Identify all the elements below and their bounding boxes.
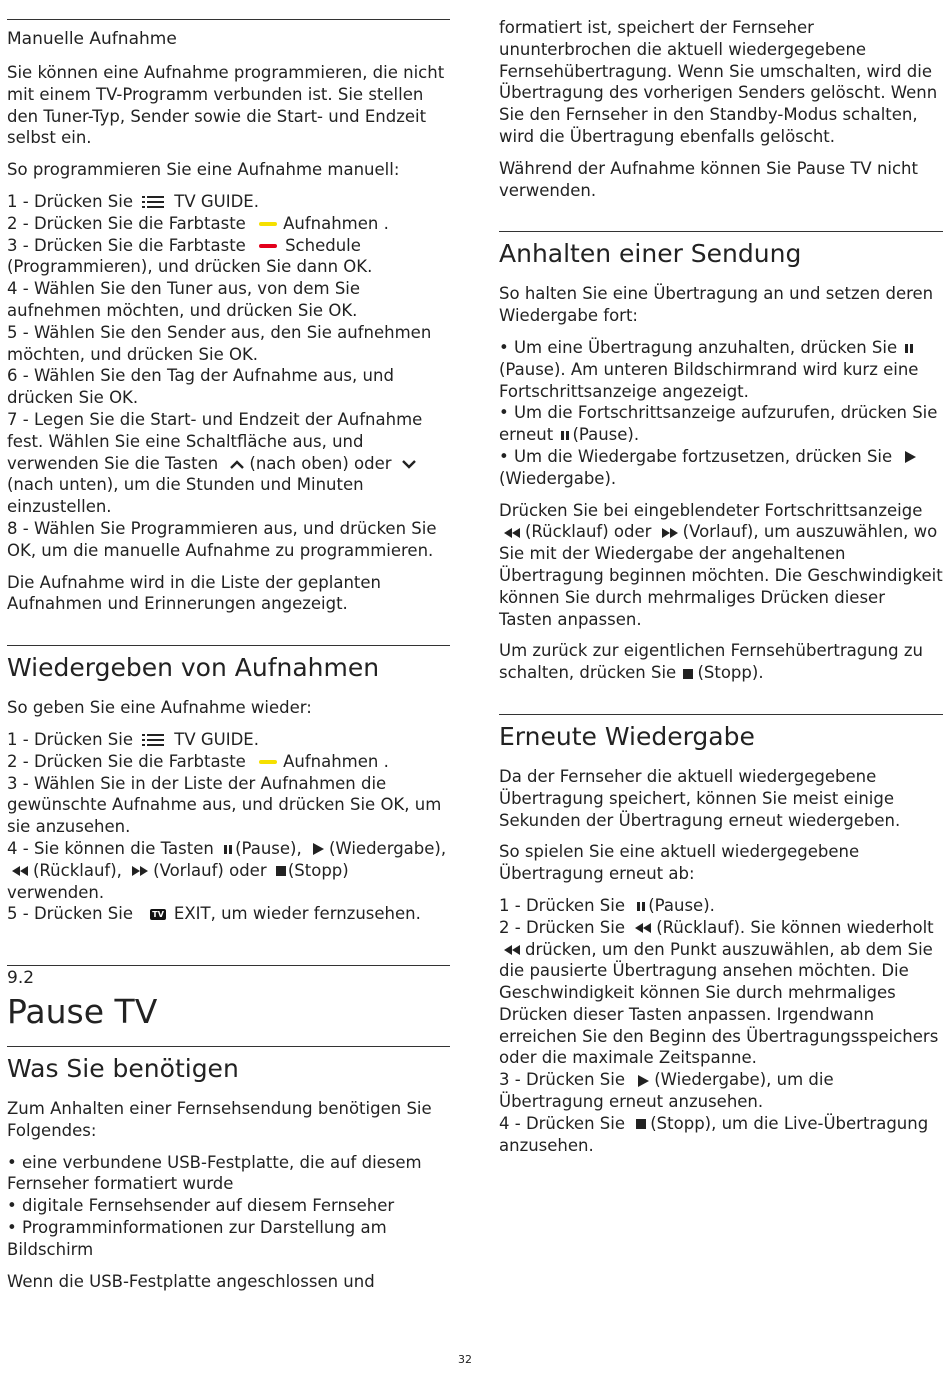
paragraph: So geben Sie eine Aufnahme wieder: [7, 698, 312, 718]
list-text: (Wiedergabe). [499, 468, 617, 488]
list-item [499, 337, 943, 402]
play-icon [311, 842, 325, 856]
paragraph-text: Drücken Sie bei eingeblendeter Fortschrittsanzeige [499, 500, 923, 520]
paragraph-text: Um zurück zur eigentlichen Fernsehübertragung zu schalten, drücken Sie [499, 641, 923, 683]
step-text: 1 - Drücken Sie [7, 191, 139, 211]
step [7, 751, 450, 773]
step-text: (Wiedergabe), um die Übertragung erneut anzusehen. [499, 1070, 834, 1112]
key-label: OK [7, 540, 31, 560]
step-text: (Stopp) verwenden. [7, 860, 349, 902]
step-text: (Wiedergabe), [328, 838, 447, 858]
key-label: Aufnahmen [283, 213, 379, 233]
red-key-icon [259, 244, 277, 248]
section-title-manual: Manuelle Aufnahme [7, 29, 177, 49]
step [499, 895, 943, 917]
chapter-number: 9.2 [7, 968, 35, 989]
section-divider [499, 714, 943, 715]
section-title-replay: Erneute Wiedergabe [499, 721, 755, 751]
step-text: 5 - Wählen Sie den Sender aus, den Sie aufnehmen möchten, und drücken Sie [7, 322, 432, 364]
paragraph: Die Aufnahme wird in die Liste der geplanten Aufnahmen und Erinnerungen angezeigt. [7, 572, 381, 614]
step [7, 191, 450, 213]
key-label: EXIT [173, 904, 211, 924]
list-item [499, 446, 943, 490]
step-text: 5 - Drücken Sie [7, 904, 139, 924]
section-title-playback: Wiedergeben von Aufnahmen [7, 653, 380, 683]
key-label: OK [328, 300, 353, 320]
key-label: TV GUIDE [174, 729, 254, 749]
rewind-icon [503, 528, 521, 538]
step [499, 1113, 943, 1157]
list-text: • Um eine Übertragung anzuhalten, drücken Sie [499, 337, 903, 357]
section-title-pause: Anhalten einer Sendung [499, 239, 802, 269]
key-label: Schedule [285, 235, 361, 255]
step-text: . [378, 213, 389, 233]
stop-icon [276, 866, 286, 876]
paragraph: So spielen Sie eine aktuell wiedergegebene Übertragung erneut ab: [499, 842, 860, 884]
step-text: , um sie anzusehen. [7, 795, 442, 837]
step [7, 903, 450, 925]
step-text: . [352, 300, 358, 320]
step-text: . [367, 257, 373, 277]
section-divider [7, 1046, 450, 1047]
page-number: 32 [458, 1353, 472, 1366]
paragraph: Da der Fernseher die aktuell wiedergegebene Übertragung speichert, können Sie meist einige Sekunden der Übertragung erneut wiedergeben. [499, 766, 901, 830]
step [7, 322, 450, 366]
stop-icon [683, 669, 693, 679]
step-text: , um wieder fernzusehen. [210, 904, 421, 924]
list-item: • Programminformationen zur Darstellung am Bildschirm [7, 1218, 387, 1259]
play-icon [636, 1074, 650, 1088]
chapter-title: Pause TV [7, 992, 158, 1032]
key-label: OK [343, 257, 368, 277]
step [7, 278, 450, 322]
list-text: (Pause). Am unteren Bildschirmrand wird kurz eine Fortschrittsanzeige angezeigt. [499, 359, 919, 401]
step-text: 4 - Wählen Sie den Tuner aus, von dem Sie aufnehmen möchten, und drücken Sie [7, 279, 361, 320]
stop-icon [636, 1119, 646, 1129]
fast-forward-icon [661, 528, 679, 538]
list-item [499, 402, 943, 446]
pause-icon [223, 844, 233, 855]
tv-key-icon: TV [152, 910, 164, 920]
step-text: 7 - Legen Sie die Start- und Endzeit der Aufnahme fest. Wählen Sie eine Schaltfläche aus, und verwenden Sie die Tasten [7, 409, 423, 473]
paragraph: formatiert ist, speichert der Fernseher ununterbrochen die aktuell wiedergegebene Fernsehübertragung. Wenn Sie umschalten, wird die Übertragung des vorherigen Senders gelöscht. Wenn Sie den Fernseher in den Standby-Modus schalten, wird die Übertragung ebenfalls gelöscht. [499, 18, 938, 146]
key-label: OK [109, 388, 133, 408]
step-text: (Rücklauf), [33, 860, 128, 880]
key-label: Aufnahmen [283, 751, 379, 771]
paragraph-text: (Rücklauf) oder [525, 522, 657, 542]
step-text: 2 - Drücken Sie [499, 917, 631, 937]
step-text: (Stopp), um die Live-Übertragung anzusehen. [499, 1113, 929, 1155]
step-text: 8 - Wählen Sie [7, 518, 131, 538]
step [7, 365, 450, 409]
list-text: • Um die Fortschrittsanzeige aufzurufen, drücken Sie erneut [499, 403, 938, 445]
step-text: (Vorlauf) oder [153, 860, 272, 880]
step [7, 235, 450, 279]
paragraph-text: (Stopp). [697, 663, 764, 683]
step [7, 518, 450, 562]
left-column [7, 0, 450, 1302]
step-text: (nach oben) oder [249, 453, 397, 473]
key-label: TV GUIDE [174, 191, 254, 211]
tv-guide-icon [142, 195, 164, 209]
step-text: 2 - Drücken Sie die Farbtaste [7, 213, 252, 233]
rewind-icon [503, 945, 521, 955]
step-text: drücken, um den Punkt auszuwählen, ab dem Sie die pausierte Übertragung ansehen möchten. Die Geschwindigkeit können Sie durch mehrmaliges Drücken dieser Tasten anpassen. Irgendwann erreichen Sie den Beginn des Übertragungsspeichers oder die maximale Zeitspanne. [499, 939, 939, 1068]
step-text: 3 - Drücken Sie die Farbtaste [7, 235, 252, 255]
step-text: aus, und drücken Sie [258, 518, 437, 538]
key-label: OK [228, 344, 253, 364]
step-text: . [253, 191, 259, 211]
list-text: • Um die Wiedergabe fortzusetzen, drücken Sie [499, 446, 898, 466]
paragraph [499, 500, 943, 631]
list-text: (Pause). [572, 425, 640, 445]
list-item: • eine verbundene USB-Festplatte, die auf diesem Fernseher formatiert wurde [7, 1152, 422, 1194]
step-text: 1 - Drücken Sie [7, 729, 139, 749]
step-text: (Pause). [648, 895, 715, 915]
step-text: . [378, 751, 389, 771]
section-divider [499, 231, 943, 232]
step-text: 4 - Sie können die Tasten [7, 838, 220, 858]
rewind-icon [11, 866, 29, 876]
step [7, 409, 450, 518]
step [7, 213, 450, 235]
step [499, 917, 943, 1070]
step-text: . [253, 729, 259, 749]
step [7, 773, 450, 838]
step [7, 729, 450, 751]
section-divider [7, 19, 450, 20]
step-text: 3 - Drücken Sie [499, 1070, 631, 1090]
step-text: , und drücken Sie dann [147, 257, 344, 277]
step-text: . [252, 344, 259, 364]
paragraph-text: (Vorlauf), um auszuwählen, wo Sie mit der Wiedergabe der angehaltenen Übertragung beginnen möchten. Die Geschwindigkeit können Sie durch mehrmaliges Drücken dieser Tasten anpassen. [499, 522, 943, 629]
tv-guide-icon [142, 733, 164, 747]
list-item: • digitale Fernsehsender auf diesem Fernseher [7, 1196, 395, 1216]
paragraph: Sie können eine Aufnahme programmieren, die nicht mit einem TV-Programm verbunden ist. Sie stellen den Tuner-Typ, Sender sowie die Start- und Endzeit selbst ein. [7, 63, 445, 148]
key-label: OK [380, 795, 405, 815]
chapter-divider [7, 965, 450, 966]
paragraph [499, 640, 943, 684]
key-label: (Programmieren) [7, 257, 148, 277]
chevron-up-icon [229, 458, 245, 470]
chevron-down-icon [401, 458, 417, 470]
section-divider [7, 645, 450, 646]
step [499, 1069, 943, 1113]
right-column [499, 0, 943, 1156]
play-icon [903, 450, 917, 464]
paragraph: Wenn die USB-Festplatte angeschlossen und [7, 1271, 375, 1291]
yellow-key-icon [259, 222, 277, 226]
pause-icon [636, 901, 646, 912]
step-text: 2 - Drücken Sie die Farbtaste [7, 751, 252, 771]
step-text: 1 - Drücken Sie [499, 895, 631, 915]
fast-forward-icon [131, 866, 149, 876]
key-label: Programmieren [130, 518, 259, 538]
paragraph: Während der Aufnahme können Sie Pause TV nicht verwenden. [499, 158, 918, 200]
step-text: . [132, 388, 139, 408]
pause-icon [904, 343, 914, 354]
paragraph: Zum Anhalten einer Fernsehsendung benötigen Sie Folgendes: [7, 1099, 432, 1140]
step-text: (nach unten), um die Stunden und Minuten einzustellen. [7, 475, 364, 517]
step [7, 838, 450, 903]
step-text: (Rücklauf). Sie können wiederholt [656, 917, 934, 937]
pause-icon [560, 430, 570, 441]
section-title-requirements: Was Sie benötigen [7, 1054, 239, 1084]
step-text: 3 - Wählen Sie in der Liste der Aufnahmen die gewünschte Aufnahme aus, und drücken Sie [7, 773, 387, 815]
step-text: 4 - Drücken Sie [499, 1113, 631, 1133]
step-text: 6 - Wählen Sie den Tag der Aufnahme aus, und drücken Sie [7, 366, 394, 408]
yellow-key-icon [259, 760, 277, 764]
step-text: , um die manuelle Aufnahme zu programmieren. [30, 540, 434, 560]
paragraph: So halten Sie eine Übertragung an und setzen deren Wiedergabe fort: [499, 284, 934, 326]
paragraph: So programmieren Sie eine Aufnahme manuell: [7, 160, 400, 180]
rewind-icon [634, 923, 652, 933]
step-text: (Pause), [235, 838, 307, 858]
